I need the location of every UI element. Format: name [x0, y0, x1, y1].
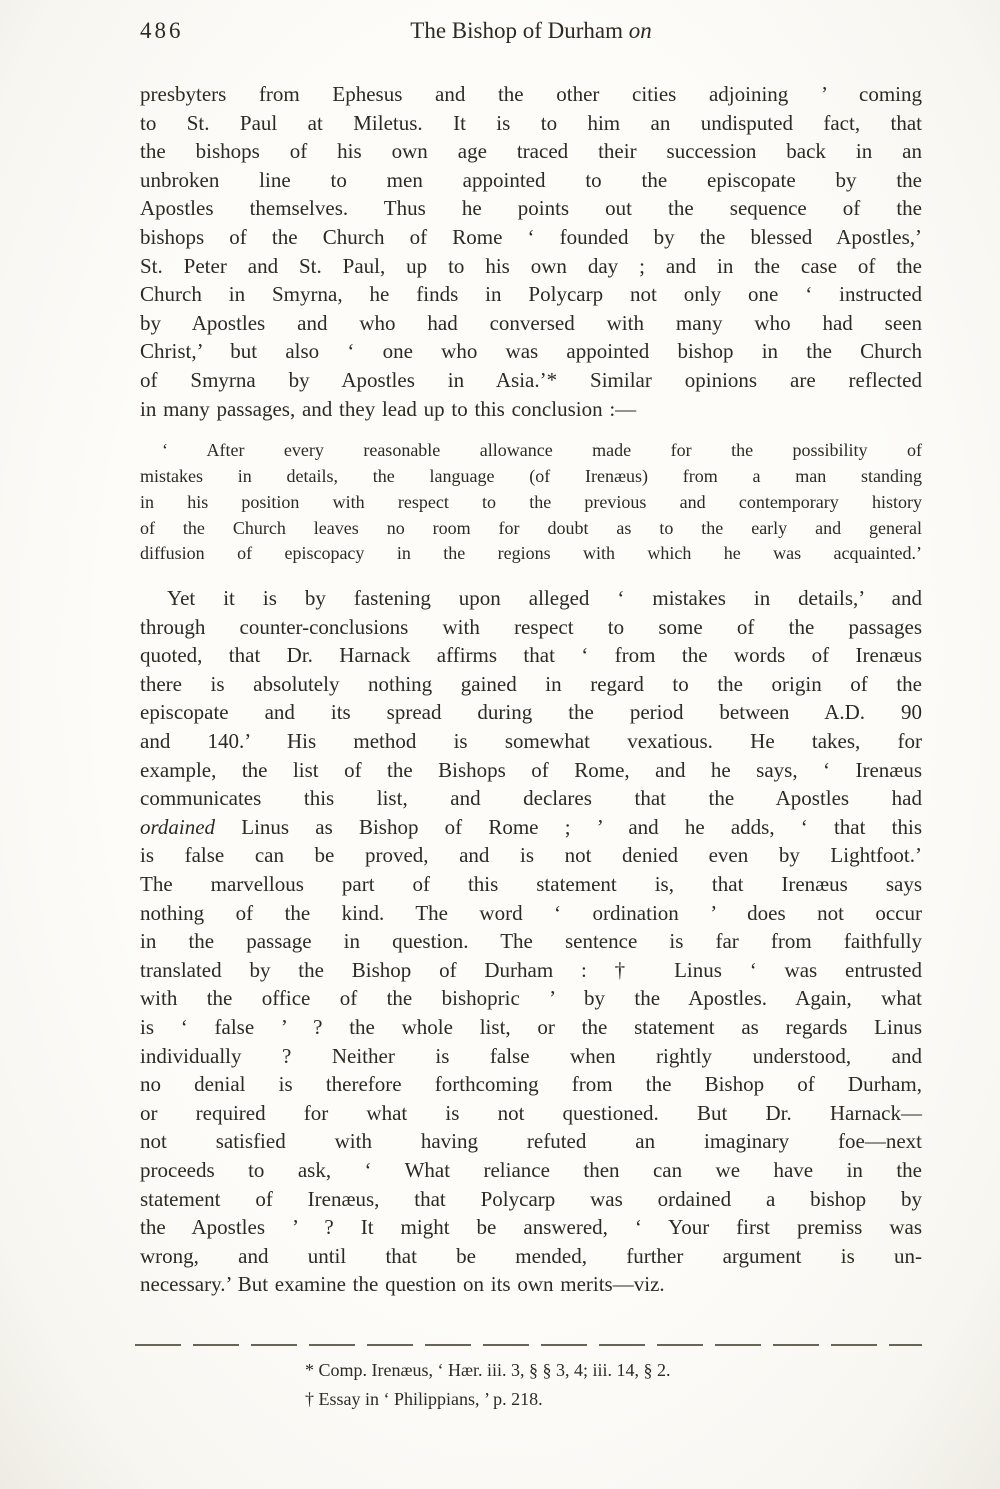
- text-line: episcopate and its spread during the period between A.D. 90: [140, 700, 922, 725]
- text-line: is false can be proved, and is not denied even by Lightfoot.’: [140, 843, 922, 868]
- text-line: the bishops of his own age traced their succession back in an: [140, 139, 922, 164]
- text-line: † Essay in ‘ Philippians, ’ p. 218.: [305, 1389, 543, 1409]
- block-quote: [140, 438, 922, 567]
- paragraph-main: [140, 584, 922, 1299]
- text-line: proceeds to ask, ‘ What reliance then can we have in the: [140, 1157, 922, 1182]
- text-line: and 140.’ His method is somewhat vexatious. He takes, for: [140, 729, 922, 754]
- text-line: the Apostles ’ ? It might be answered, ‘ Your first premiss was: [140, 1215, 922, 1240]
- text-line: presbyters from Ephesus and the other cities adjoining ’ coming: [140, 82, 922, 106]
- paragraph-continued: [140, 80, 922, 423]
- text-line: or required for what is not questioned. But Dr. Harnack—: [140, 1100, 922, 1125]
- text-line: St. Peter and St. Paul, up to his own day ; and in the case of the: [140, 253, 922, 278]
- text-line: with the office of the bishopric ’ by the Apostles. Again, what: [140, 986, 922, 1011]
- running-title: [140, 18, 922, 44]
- text-line: in many passages, and they lead up to this conclusion :—: [140, 396, 637, 421]
- text-line: necessary.’ But examine the question on its own merits—viz.: [140, 1272, 665, 1297]
- text-line: Apostles themselves. Thus he points out the sequence of the: [140, 196, 922, 221]
- text-line: quoted, that Dr. Harnack affirms that ‘ from the words of Irenæus: [140, 643, 922, 668]
- text-line: to St. Paul at Miletus. It is to him an undisputed fact, that: [140, 110, 922, 135]
- text-line: in his position with respect to the previous and contemporary history: [140, 491, 922, 512]
- footnote-rule: [135, 1344, 922, 1346]
- page-number: 486: [140, 18, 184, 43]
- text-line: nothing of the kind. The word ‘ ordination ’ does not occur: [140, 900, 922, 925]
- text-line: Christ,’ but also ‘ one who was appointed bishop in the Church: [140, 339, 922, 364]
- text-line: Church in Smyrna, he finds in Polycarp not only one ‘ instructed: [140, 282, 922, 307]
- text-line: mistakes in details, the language (of Irenæus) from a man standing: [140, 465, 922, 486]
- text-line: translated by the Bishop of Durham : † Linus ‘ was entrusted: [140, 957, 922, 982]
- text-line: unbroken line to men appointed to the episcopate by the: [140, 167, 922, 192]
- running-header: [140, 18, 922, 50]
- text-line: Yet it is by fastening upon alleged ‘ mistakes in details,’ and: [167, 586, 922, 611]
- text-line: bishops of the Church of Rome ‘ founded by the blessed Apostles,’: [140, 224, 922, 249]
- text-line: there is absolutely nothing gained in regard to the origin of the: [140, 671, 922, 696]
- footnotes: [140, 1356, 922, 1414]
- italic-text: on: [628, 18, 652, 43]
- text-line: not satisfied with having refuted an imaginary foe—next: [140, 1129, 922, 1154]
- text-line: through counter-conclusions with respect to some of the passages: [140, 614, 922, 639]
- text-line: * Comp. Irenæus, ‘ Hær. iii. 3, § § 3, 4; iii. 14, § 2.: [305, 1360, 671, 1380]
- text-line: individually ? Neither is false when rightly understood, and: [140, 1043, 922, 1068]
- text-line: of Smyrna by Apostles in Asia.’* Similar opinions are reflected: [140, 367, 922, 392]
- italic-text: ordained: [140, 814, 216, 839]
- text-segment: The Bishop of Durham: [410, 18, 629, 43]
- text-line: communicates this list, and declares that the Apostles had: [140, 786, 922, 811]
- text-line: ‘ After every reasonable allowance made for the possibility of: [162, 440, 922, 461]
- text-line: example, the list of the Bishops of Rome, and he says, ‘ Irenæus: [140, 757, 922, 782]
- text-line: The marvellous part of this statement is, that Irenæus says: [140, 872, 922, 897]
- text-line: is ‘ false ’ ? the whole list, or the statement as regards Linus: [140, 1015, 922, 1040]
- text-line: by Apostles and who had conversed with many who had seen: [140, 310, 922, 335]
- text-line: diffusion of episcopacy in the regions with which he was acquainted.’: [140, 543, 922, 564]
- text-line: no denial is therefore forthcoming from the Bishop of Durham,: [140, 1072, 922, 1097]
- text-block: [140, 80, 922, 1299]
- text-line: wrong, and until that be mended, further argument is un-: [140, 1243, 922, 1268]
- text-line: statement of Irenæus, that Polycarp was ordained a bishop by: [140, 1186, 922, 1211]
- text-line: of the Church leaves no room for doubt as to the early and general: [140, 517, 922, 538]
- text-line: in the passage in question. The sentence is far from faithfully: [140, 929, 922, 954]
- text-segment: Linus as Bishop of Rome ; ’ and he adds, ‘ that this: [215, 814, 922, 839]
- text-line: [140, 813, 922, 842]
